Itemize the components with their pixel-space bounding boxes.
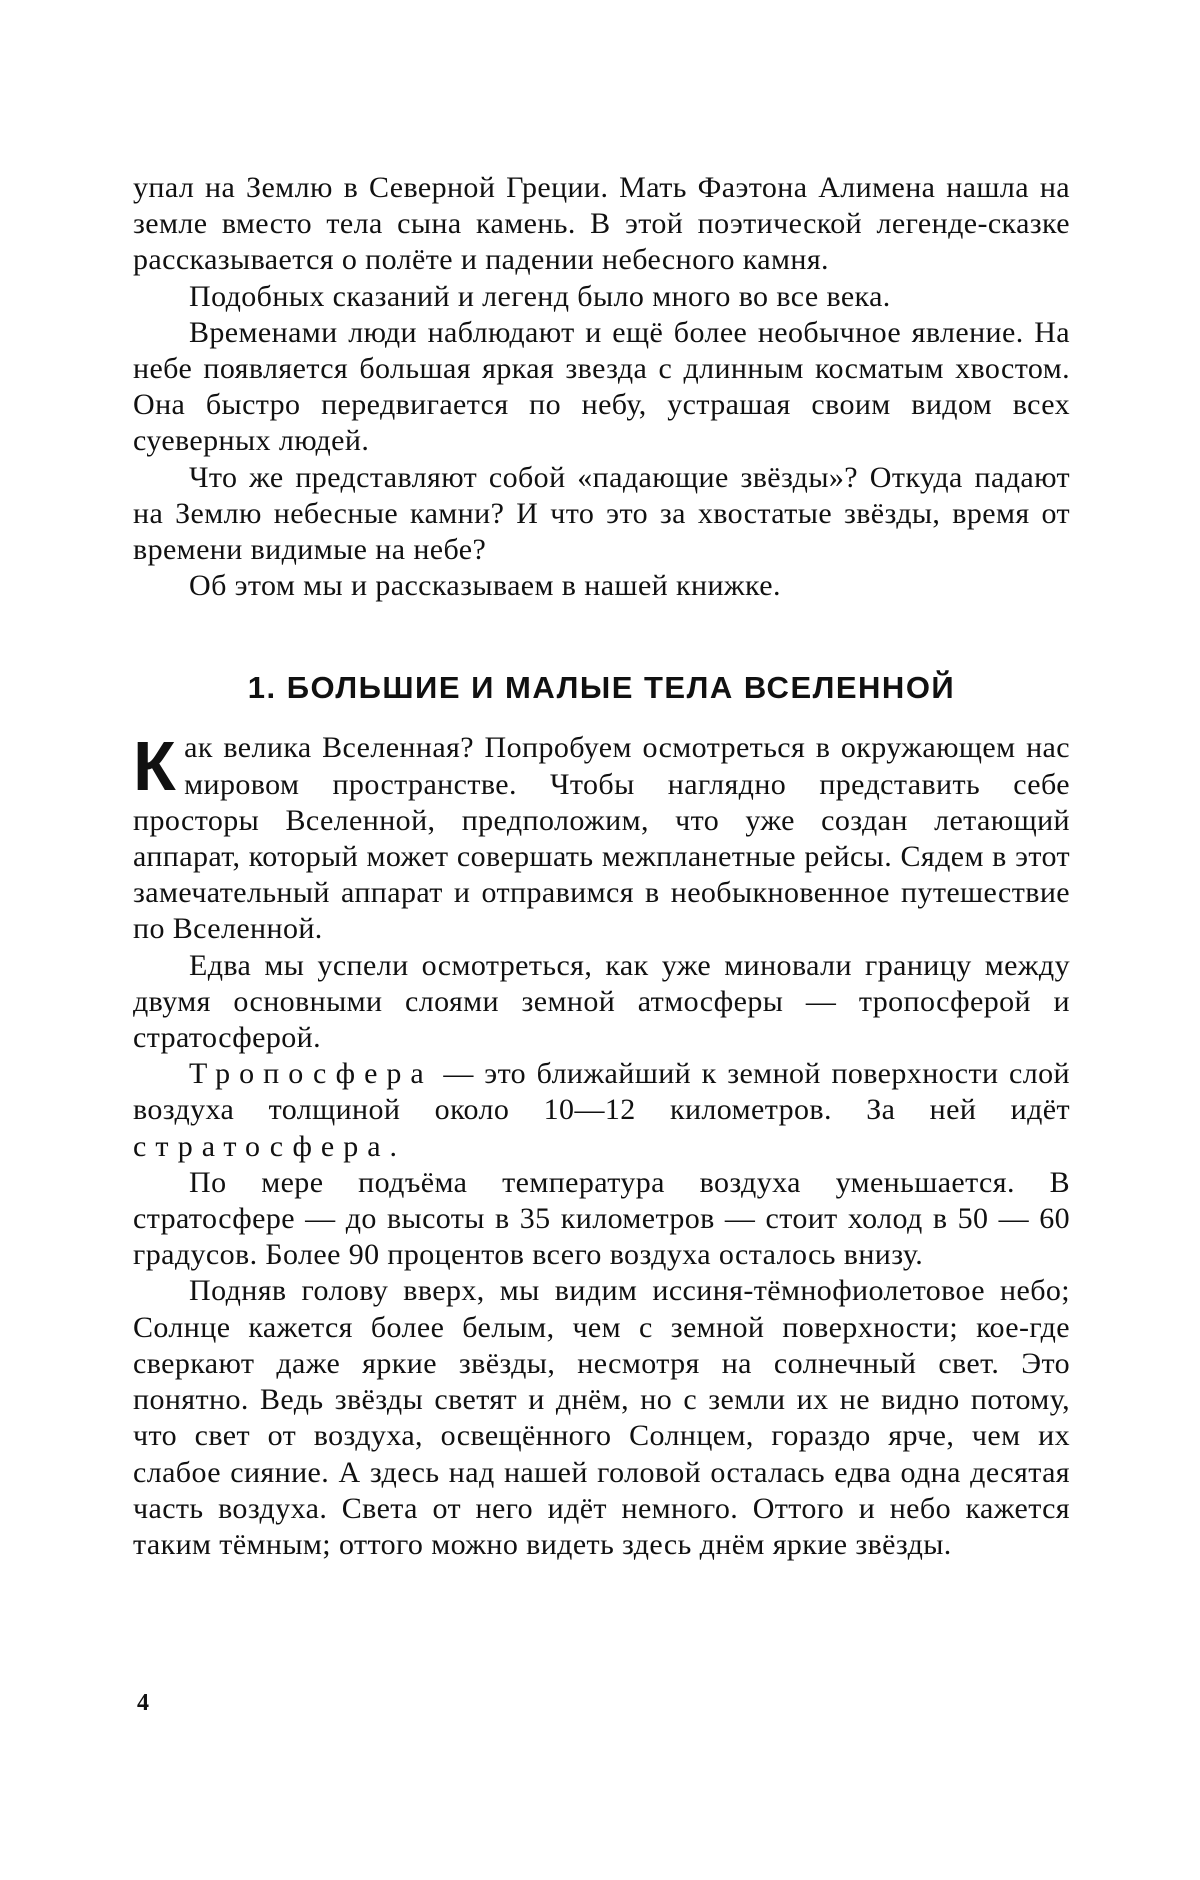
page-number: 4: [137, 1690, 149, 1717]
intro-paragraph-3: Временами люди наблюдают и ещё более необычное явление. На небе появляется большая яркая звезда с длинным косматым хвостом. Она быстро передвигается по небу, устрашая своим видом всех суеверных людей.: [133, 315, 1070, 460]
chapter-paragraph-3-middle: — это ближайший к земной поверхности слой воздуха толщиной около 10—12 километров. За ней идёт: [133, 1057, 1070, 1126]
term-troposphere: Тропосфера: [189, 1057, 433, 1090]
chapter-paragraph-3-end: .: [390, 1130, 398, 1163]
page-text: [133, 170, 1070, 1563]
intro-paragraph-1: упал на Землю в Северной Греции. Мать Фаэтона Алимена нашла на земле вместо тела сына камень. В этой поэтической легенде-сказке рассказывается о полёте и падении небесного камня.: [133, 170, 1070, 279]
intro-paragraph-5: Об этом мы и рассказываем в нашей книжке.: [133, 568, 1070, 604]
chapter-paragraph-2: Едва мы успели осмотреться, как уже миновали границу между двумя основными слоями земной атмосферы — тропосферой и стратосферой.: [133, 948, 1070, 1057]
drop-cap-letter: К: [133, 734, 176, 798]
intro-paragraph-2: Подобных сказаний и легенд было много во все века.: [133, 279, 1070, 315]
chapter-paragraph-1-text: ак велика Вселенная? Попробуем осмотреться в окружающем нас мировом пространстве. Чтобы наглядно представить себе просторы Вселенной, предположим, что уже создан летающий аппарат, который может совершать межпланетные рейсы. Сядем в этот замечательный аппарат и отправимся в необыкновенное путешествие по Вселенной.: [133, 731, 1070, 945]
chapter-title: 1. БОЛЬШИЕ И МАЛЫЕ ТЕЛА ВСЕЛЕННОЙ: [133, 668, 1070, 708]
chapter-paragraph-3: [133, 1056, 1070, 1165]
chapter-paragraph-1: [133, 730, 1070, 947]
chapter-paragraph-5: Подняв голову вверх, мы видим иссиня-тёмнофиолетовое небо; Солнце кажется более белым, чем с земной поверхности; кое-где сверкают даже яркие звёзды, несмотря на солнечный свет. Это понятно. Ведь звёзды светят и днём, но с земли их не видно потому, что свет от воздуха, освещённого Солнцем, гораздо ярче, чем их слабое сияние. А здесь над нашей головой осталась едва одна десятая часть воздуха. Света от него идёт немного. Оттого и небо кажется таким тёмным; оттого можно видеть здесь днём яркие звёзды.: [133, 1273, 1070, 1563]
book-page: [0, 0, 1200, 1880]
chapter-paragraph-4: По мере подъёма температура воздуха уменьшается. В стратосфере — до высоты в 35 километров — стоит холод в 50 — 60 градусов. Более 90 процентов всего воздуха осталось внизу.: [133, 1165, 1070, 1274]
intro-paragraph-4: Что же представляют собой «падающие звёзды»? Откуда падают на Землю небесные камни? И что это за хвостатые звёзды, время от времени видимые на небе?: [133, 460, 1070, 569]
term-stratosphere: стратосфера: [133, 1130, 390, 1163]
